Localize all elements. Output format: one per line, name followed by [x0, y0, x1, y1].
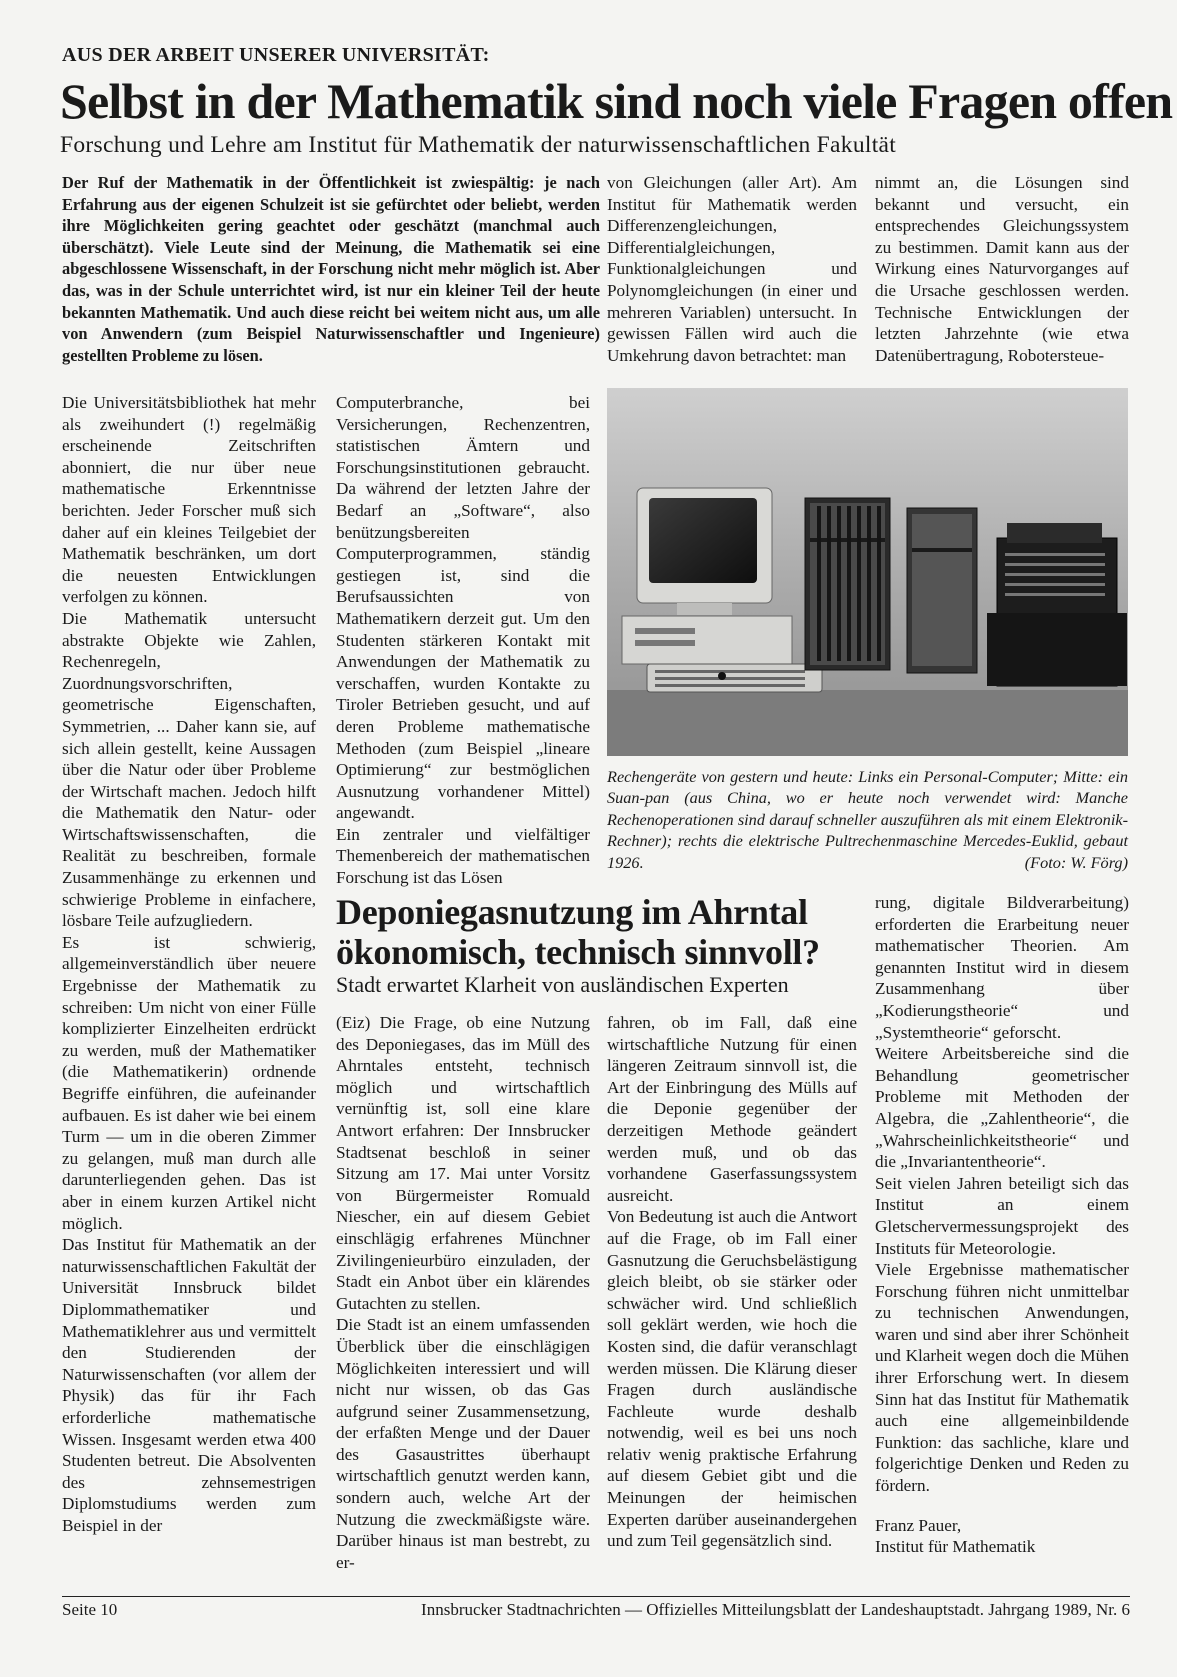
article2-headline: Deponiegasnutzung im Ahrntal ökonomisch, technisch sinnvoll? — [336, 892, 820, 972]
paragraph: Ein zentraler und vielfältiger Themenbereich der mathematischen Forschung ist das Lösen — [336, 824, 590, 888]
photo-credit: (Foto: W. Förg) — [1024, 852, 1128, 872]
article2-subheadline: Stadt erwartet Klarheit von ausländischen Experten — [336, 972, 789, 997]
paragraph: Seit vielen Jahren beteiligt sich das Institut an einem Gletschervermessungsprojekt des Instituts für Meteorologie. — [875, 1173, 1129, 1258]
paragraph: Weitere Arbeitsbereiche sind die Behandlung geometrischer Probleme mit Methoden der Algebra, die „Zahlentheorie“, die „Wahrscheinlichkeitstheorie“ und die „Invariantentheorie“. — [875, 1044, 1129, 1172]
paragraph: Das Institut für Mathematik an der naturwissenschaftlichen Fakultät der Universität Innsbruck bildet Diplommathematiker und Mathematiklehrer aus und vermittelt den Studierenden der Naturwissenschaften (vor allem der Physik) das für ihr Fach erforderliche mathematische Wissen. Insgesamt werden etwa 400 Studenten betreut. Die Absolventen des zehnsemestrigen Diplomstudiums werden zum Beispiel in der — [62, 1235, 316, 1535]
author-affiliation: Institut für Mathematik — [875, 1537, 1036, 1557]
article-column-4-continued — [875, 892, 1129, 1558]
paragraph: Von Bedeutung ist auch die Antwort auf die Frage, ob im Fall einer Gasnutzung die Geruchsbelästigung gleich bleibt, ob sie stärker oder schwächer wird. Und schließlich soll geklärt werden, wie hoch die Kosten sind, die dafür veranschlagt werden müssen. Die Klärung dieser Fragen durch ausländische Fachleute wurde deshalb notwendig, weil es bei uns noch relativ wenig praktische Erfahrung auf diesem Gebiet gibt und die Meinungen der heimischen Experten darüber auseinandergehen und zum Teil gegensätzlich sind. — [607, 1207, 857, 1551]
footer-divider — [62, 1596, 1130, 1597]
lead-paragraph: Der Ruf der Mathematik in der Öffentlichkeit ist zwiespältig: je nach Erfahrung aus der eigenen Schulzeit ist sie gefürchtet oder beliebt, werden ihre Möglichkeiten gering geachtet oder geschätzt (manchmal auch überschätzt). Viele Leute sind der Meinung, die Mathematik sei eine abgeschlossene Wissenschaft, in der Forschung nicht mehr möglich ist. Aber das, was in der Schule unterrichtet wird, ist nur ein kleiner Teil der heute bekannten Mathematik. Und auch diese reicht bei weitem nicht aus, um alle von Anwendern (zum Beispiel Naturwissenschaftler und Ingenieure) gestellten Probleme zu lösen. — [62, 173, 600, 365]
paragraph: nimmt an, die Lösungen sind bekannt und versucht, ein entsprechendes Gleichungssystem zu bestimmen. Damit kann aus der Wirkung eines Naturvorganges auf die Ursache geschlossen werden. Technische Entwicklungen der letzten Jahrzehnte (wie etwa Datenübertragung, Robotersteue- — [875, 173, 1129, 365]
kicker: AUS DER ARBEIT UNSERER UNIVERSITÄT: — [62, 44, 490, 66]
caption-text: Rechengeräte von gestern und heute: Links ein Personal-Computer; Mitte: ein Suan-pan (aus China, wo er heute noch verwendet wird: Manche Rechenoperationen sind darauf schneller auszuführen als mit einem Elektronik-Rechner); rechts die elektrische Pultrechenmaschine Mercedes-Euklid, gebaut 1926. — [607, 767, 1128, 872]
paragraph: Viele Ergebnisse mathematischer Forschung führen nicht unmittelbar zu technischen Anwendungen, waren und sind aber ihrer Schönheit und Klarheit wegen doch die Mühen ihrer Erforschung wert. In diesem Sinn hat das Institut für Mathematik auch eine allgemeinbildende Funktion: das sachliche, klare und folgerichtige Denken und Reden zu fördern. — [875, 1260, 1129, 1496]
paragraph: Es ist schwierig, allgemeinverständlich über neuere Ergebnisse der Mathematik zu schreiben: Um nicht von einer Fülle komplizierter Einzelheiten erdrückt zu werden, muß der Mathematiker (die Mathematikerin) ordnende Begriffe einführen, die aufeinander aufbauen. Es ist daher wie bei einem Turm — um in die oberen Zimmer zu gelangen, muß man durch alle darunterliegenden gehen. Das ist aber in einem kurzen Artikel nicht möglich. — [62, 932, 316, 1233]
paragraph: rung, digitale Bildverarbeitung) erforderten die Erarbeitung neuer mathematischer Theorien. Am genannten Institut wird in diesem Zusammenhang über „Kodierungstheorie“ und „Systemtheorie“ geforscht. — [875, 893, 1129, 1042]
publication-line: Innsbrucker Stadtnachrichten — Offizielles Mitteilungsblatt der Landeshauptstadt. Jahrgang 1989, Nr. 6 — [421, 1600, 1130, 1619]
headline: Selbst in der Mathematik sind noch viele Fragen offen — [60, 73, 1173, 129]
page-footer — [62, 1600, 1130, 1620]
article-column-3 — [607, 172, 857, 366]
paragraph: von Gleichungen (aller Art). Am Institut für Mathematik werden Differenzengleichungen, Differentialgleichungen, Funktionalgleichungen und Polynomgleichungen (in einer und mehreren Variablen) untersucht. In gewissen Fällen wird auch die Umkehrung davon betrachtet: man — [607, 173, 857, 365]
paragraph: Computerbranche, bei Versicherungen, Rechenzentren, statistischen Ämtern und Forschungsinstitutionen gebraucht. Da während der letzten Jahre der Bedarf an „Software“, also benützungsbereiten Computerprogrammen, ständig gestiegen ist, sind die Berufsaussichten von Mathematikern derzeit gut. Um den Studenten stärkeren Kontakt mit Anwendungen der Mathematik zu verschaffen, wurden Kontakte zu Tiroler Betrieben gesucht, und auf deren Probleme mathematische Methoden (zum Beispiel „lineare Optimierung“ zur bestmöglichen Ausnutzung vorhandener Mittel) angewandt. — [336, 393, 590, 823]
subheadline: Forschung und Lehre am Institut für Mathematik der naturwissenschaftlichen Fakultät — [60, 132, 897, 158]
article-column-1 — [62, 392, 316, 1536]
paragraph: fahren, ob im Fall, daß eine wirtschaftliche Nutzung für einen längeren Zeitraum sinnvoll ist, die Art der Einbringung des Mülls auf die Deponie gegenüber der derzeitigen Methode geändert werden muß, und ob das vorhandene Gaserfassungssystem ausreicht. — [607, 1013, 857, 1205]
photo-calculating-devices — [607, 388, 1128, 756]
article-column-2 — [336, 392, 590, 889]
paragraph: Die Stadt ist an einem umfassenden Überblick über die einschlägigen Möglichkeiten interessiert und will nicht nur wissen, ob das Gas aufgrund seiner Zusammensetzung, der erfaßten Menge und der Dauer des Gasaustrittes überhaupt wirtschaftlich genutzt werden kann, sondern auch, welche Art der Nutzung die zweckmäßigste wäre. Darüber hinaus ist man bestrebt, zu er- — [336, 1315, 590, 1572]
article-column-4 — [875, 172, 1129, 366]
article2-column-2 — [607, 1012, 857, 1552]
paragraph: Die Mathematik untersucht abstrakte Objekte wie Zahlen, Rechenregeln, Zuordnungsvorschriften, geometrische Eigenschaften, Symmetrien, ... Daher kann sie, auf sich allein gestellt, keine Aussagen über die Natur oder über Probleme der Wirtschaft machen. Jedoch hilft die Mathematik den Natur- oder Wirtschaftswissenschaften, die Realität zu beschreiben, formale Zusammenhänge zu erkennen und schwierige Probleme in einfachere, lösbare Teile aufzugliedern. — [62, 608, 316, 931]
photo-caption — [607, 766, 1128, 873]
paragraph: (Eiz) Die Frage, ob eine Nutzung des Deponiegases, das im Müll des Ahrntales entsteht, technisch möglich und wirtschaftlich vernünftig ist, soll eine klare Antwort erfahren: Der Innsbrucker Stadtsenat beschloß in seiner Sitzung am 17. Mai unter Vorsitz von Bürgermeister Romuald Niescher, ein auf diesem Gebiet einschlägig erfahrenes Münchner Zivilingenieurbüro einzuladen, der Stadt ein Anbot über ein klärendes Gutachten zu stellen. — [336, 1013, 590, 1313]
page-number: Seite 10 — [62, 1600, 118, 1619]
author-name: Franz Pauer, — [875, 1515, 962, 1535]
author-signature — [875, 1515, 1129, 1558]
paragraph: Die Universitätsbibliothek hat mehr als zweihundert (!) regelmäßig erscheinende Zeitschriften abonniert, die nur über neue mathematische Erkenntnisse berichten. Jeder Forscher muß sich daher auf ein kleines Teilgebiet der Mathematik beschränken, um dort die neuesten Entwicklungen verfolgen zu können. — [62, 393, 316, 607]
article2-column-1 — [336, 1012, 590, 1573]
